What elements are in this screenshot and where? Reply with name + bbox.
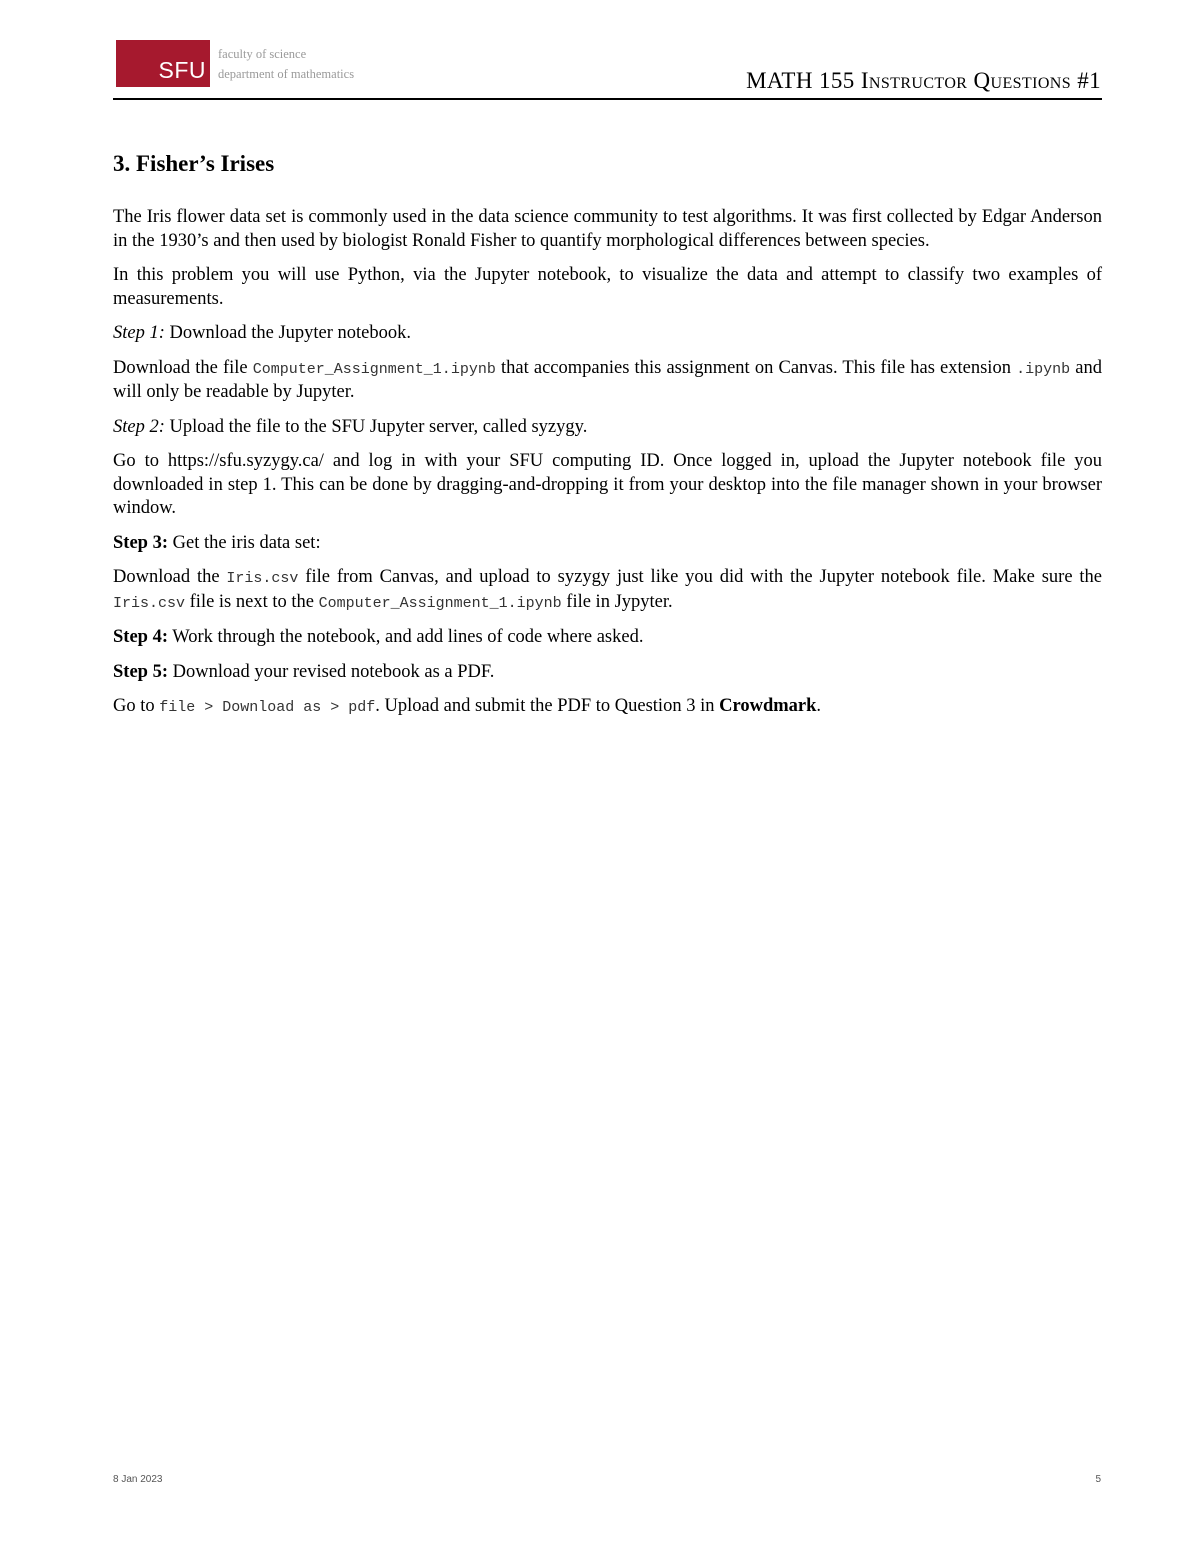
sfu-logo-text: SFU <box>158 57 206 83</box>
step-5-body-part-b: . Upload and submit the PDF to Question 3 in <box>375 696 720 716</box>
department-line: department of mathematics <box>218 67 355 81</box>
step-1-text: Download the Jupyter notebook. <box>164 323 412 343</box>
step-1-title <box>113 322 1102 346</box>
step-1-body-part-c: and will only be readable by Jupyter. <box>113 357 1102 402</box>
step-3-body-part-a: Download the <box>113 567 227 587</box>
department-name <box>218 40 354 84</box>
step-4-text: Work through the notebook, and add lines of code where asked. <box>168 627 644 647</box>
step-1-body-part-a: Download the file <box>113 357 253 378</box>
document-title: MATH 155 Instructor Questions #1 <box>746 68 1101 93</box>
step-5-body-part-c: . <box>816 696 822 716</box>
step-3-body-part-d: file in Jypyter. <box>561 591 673 612</box>
step-1-body <box>113 357 1102 405</box>
sfu-logo <box>116 40 354 87</box>
sfu-logo-mark <box>116 40 210 87</box>
step-5-body-part-a: Go to <box>113 696 160 716</box>
iris-csv-filename: Iris.csv <box>226 570 299 587</box>
step-2-label: Step 2: <box>113 416 165 437</box>
step-5-text: Download your revised notebook as a PDF. <box>168 661 495 682</box>
intro-paragraph-2: In this problem you will use Python, via the Jupyter notebook, to visualize the data and attempt to classify two examples of measurements. <box>113 265 1102 309</box>
step-5-title <box>113 661 1102 685</box>
menu-path: file > Download as > pdf <box>159 699 376 716</box>
notebook-filename: Computer_Assignment_1.ipynb <box>252 360 496 378</box>
step-1-label: Step 1: <box>113 323 165 343</box>
step-3-body-part-c: file is next to the <box>185 591 319 612</box>
iris-csv-filename-2: Iris.csv <box>113 594 186 612</box>
page-number: 5 <box>1095 1474 1101 1485</box>
faculty-line: faculty of science <box>218 47 307 61</box>
file-extension: .ipynb <box>1016 360 1071 378</box>
step-3-text: Get the iris data set: <box>168 532 321 553</box>
step-4-title <box>113 626 1102 650</box>
header-divider <box>113 98 1102 100</box>
intro-paragraph-1: The Iris flower data set is commonly used in the data science community to test algorithms. It was first collected by Edgar Anderson in the 1930’s and then used by biologist Ronald Fisher to quantify morphological differences between species. <box>113 207 1102 251</box>
step-3-title <box>113 532 1102 556</box>
step-3-body-part-b: file from Canvas, and upload to syzygy just like you did with the Jupyter notebook file. Make sure the <box>298 567 1102 587</box>
step-2-body: Go to https://sfu.syzygy.ca/ and log in with your SFU computing ID. Once logged in, upload the Jupyter notebook file you downloaded in step 1. This can be done by dragging-and-dropping it from your desktop into the file manager shown in your browser window. <box>113 451 1102 518</box>
step-2-text: Upload the file to the SFU Jupyter server, called syzygy. <box>164 416 588 437</box>
step-1-body-part-b: that accompanies this assignment on Canvas. This file has extension <box>495 357 1017 378</box>
step-5-body <box>113 695 1102 720</box>
step-4-label: Step 4: <box>113 627 168 647</box>
step-3-body <box>113 566 1102 615</box>
step-2-title <box>113 416 1102 440</box>
crowdmark-name: Crowdmark <box>719 696 817 716</box>
section-heading: 3. Fisher’s Irises <box>113 151 275 176</box>
notebook-filename-2: Computer_Assignment_1.ipynb <box>318 594 562 612</box>
step-3-label: Step 3: <box>113 532 168 553</box>
footer-date: 8 Jan 2023 <box>113 1474 163 1485</box>
step-5-label: Step 5: <box>113 661 168 682</box>
document-body <box>113 150 1102 731</box>
